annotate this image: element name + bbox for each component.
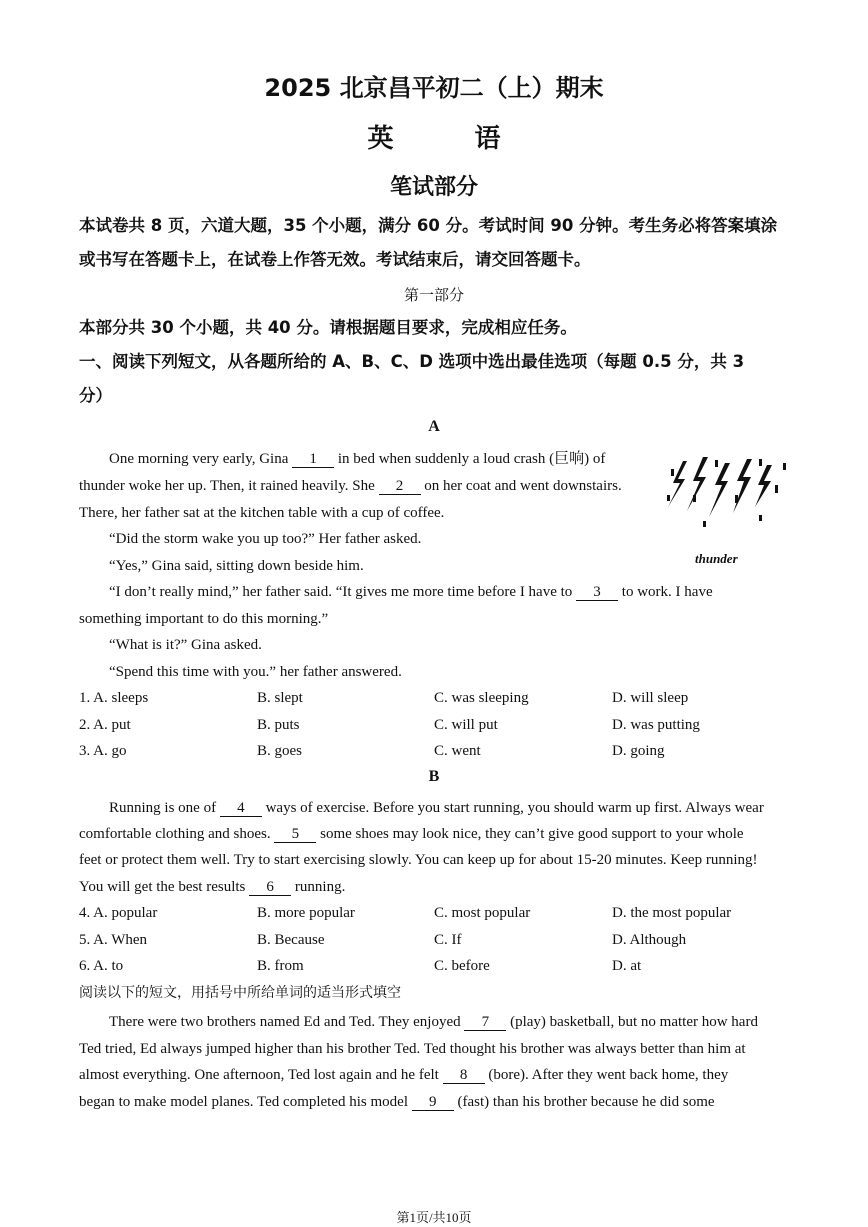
option-2c[interactable]: C. will put: [434, 717, 498, 733]
passage-b-line-1: Running is one of 4 ways of exercise. Before you start running, you should warm up first. Always wear: [109, 800, 764, 816]
option-5c[interactable]: C. If: [434, 932, 462, 948]
option-1b[interactable]: B. slept: [257, 690, 303, 706]
blank-2[interactable]: 2: [379, 479, 421, 495]
passage-a-line-6: “I don’t really mind,” her father said. “It gives me more time before I have to 3 to work. I have: [109, 584, 713, 600]
subject-title: 英 语: [367, 124, 537, 154]
fill-line-2: Ted tried, Ed always jumped higher than his brother Ted. Ted thought his brother was always better than him at: [79, 1041, 746, 1057]
intro-line-2: 或书写在答题卡上，在试卷上作答无效。考试结束后，请交回答题卡。: [79, 250, 591, 269]
option-4b[interactable]: B. more popular: [257, 905, 355, 921]
option-2d[interactable]: D. was putting: [612, 717, 700, 733]
passage-a-line-8: “What is it?” Gina asked.: [109, 637, 262, 653]
section-title: 笔试部分: [389, 175, 478, 200]
option-1d[interactable]: D. will sleep: [612, 690, 689, 706]
blank-7[interactable]: 7: [464, 1015, 506, 1031]
option-5d[interactable]: D. Although: [612, 932, 687, 948]
part-heading: 第一部分: [403, 286, 464, 304]
option-4c[interactable]: C. most popular: [434, 905, 531, 921]
option-6d[interactable]: D. at: [612, 958, 642, 974]
question-5: [79, 927, 791, 954]
question-2: [79, 712, 791, 739]
option-3c[interactable]: C. went: [434, 743, 481, 759]
option-4a[interactable]: 4. A. popular: [79, 905, 158, 921]
fill-instruction: 阅读以下的短文，用括号中所给单词的适当形式填空: [79, 985, 401, 1001]
passage-b-line-4: You will get the best results 6 running.: [79, 879, 346, 895]
option-3b[interactable]: B. goes: [257, 743, 302, 759]
passage-b-line-2: comfortable clothing and shoes. 5 some shoes may look nice, they can’t give good support to your whole: [79, 826, 744, 842]
passage-a-line-7: something important to do this morning.”: [79, 611, 329, 627]
option-6b[interactable]: B. from: [257, 958, 304, 974]
instruction-line-2: 分）: [79, 386, 112, 405]
option-6a[interactable]: 6. A. to: [79, 958, 124, 974]
question-1: [79, 685, 791, 712]
instruction-line-1: 一、阅读下列短文，从各题所给的 A、B、C、D 选项中选出最佳选项（每题 0.5 分，共 3: [79, 352, 745, 371]
exam-title: 2025 北京昌平初二（上）期末: [264, 74, 604, 102]
question-6: [79, 953, 791, 980]
option-4d[interactable]: D. the most popular: [612, 905, 732, 921]
thunder-caption: thunder: [695, 551, 738, 566]
page-number: 第1页/共10页: [396, 1210, 472, 1225]
part-description: 本部分共 30 个小题，共 40 分。请根据题目要求，完成相应任务。: [79, 318, 577, 337]
fill-line-4: began to make model planes. Ted completed his model 9 (fast) than his brother because he did some: [79, 1094, 715, 1110]
passage-b-line-3: feet or protect them well. Try to start exercising slowly. You can keep up for about 15-20 minutes. Keep running!: [79, 852, 758, 868]
option-3d[interactable]: D. going: [612, 743, 665, 759]
intro-line-1: 本试卷共 8 页，六道大题，35 个小题，满分 60 分。考试时间 90 分钟。考生务必将答案填涂: [79, 216, 778, 235]
question-4: [79, 900, 791, 927]
fill-line-3: almost everything. One afternoon, Ted lost again and he felt 8 (bore). After they went back home, they: [79, 1067, 729, 1083]
passage-a-line-4: “Did the storm wake you up too?” Her father asked.: [109, 531, 422, 547]
blank-3[interactable]: 3: [576, 585, 618, 601]
option-1c[interactable]: C. was sleeping: [434, 690, 529, 706]
option-2b[interactable]: B. puts: [257, 717, 300, 733]
option-1a[interactable]: 1. A. sleeps: [79, 690, 149, 706]
passage-b-label: B: [428, 768, 440, 785]
option-3a[interactable]: 3. A. go: [79, 743, 127, 759]
passage-a-line-2: thunder woke her up. Then, it rained heavily. She 2 on her coat and went downstairs.: [79, 478, 622, 494]
blank-9[interactable]: 9: [412, 1095, 454, 1111]
blank-5[interactable]: 5: [274, 827, 316, 843]
option-5a[interactable]: 5. A. When: [79, 932, 148, 948]
blank-4[interactable]: 4: [220, 801, 262, 817]
blank-8[interactable]: 8: [443, 1068, 485, 1084]
fill-line-1: There were two brothers named Ed and Ted. They enjoyed 7 (play) basketball, but no matter how hard: [109, 1014, 758, 1030]
option-5b[interactable]: B. Because: [257, 932, 325, 948]
question-3: [79, 738, 791, 765]
passage-a-line-9: “Spend this time with you.” her father answered.: [109, 664, 402, 680]
blank-6[interactable]: 6: [249, 880, 291, 896]
passage-a-line-5: “Yes,” Gina said, sitting down beside him.: [109, 558, 364, 574]
passage-a-line-1: One morning very early, Gina 1 in bed when suddenly a loud crash (巨响) of: [109, 451, 606, 467]
option-6c[interactable]: C. before: [434, 958, 490, 974]
option-2a[interactable]: 2. A. put: [79, 717, 131, 733]
blank-1[interactable]: 1: [292, 452, 334, 468]
passage-a-line-3: There, her father sat at the kitchen table with a cup of coffee.: [79, 505, 445, 521]
passage-a-label: A: [428, 418, 440, 435]
